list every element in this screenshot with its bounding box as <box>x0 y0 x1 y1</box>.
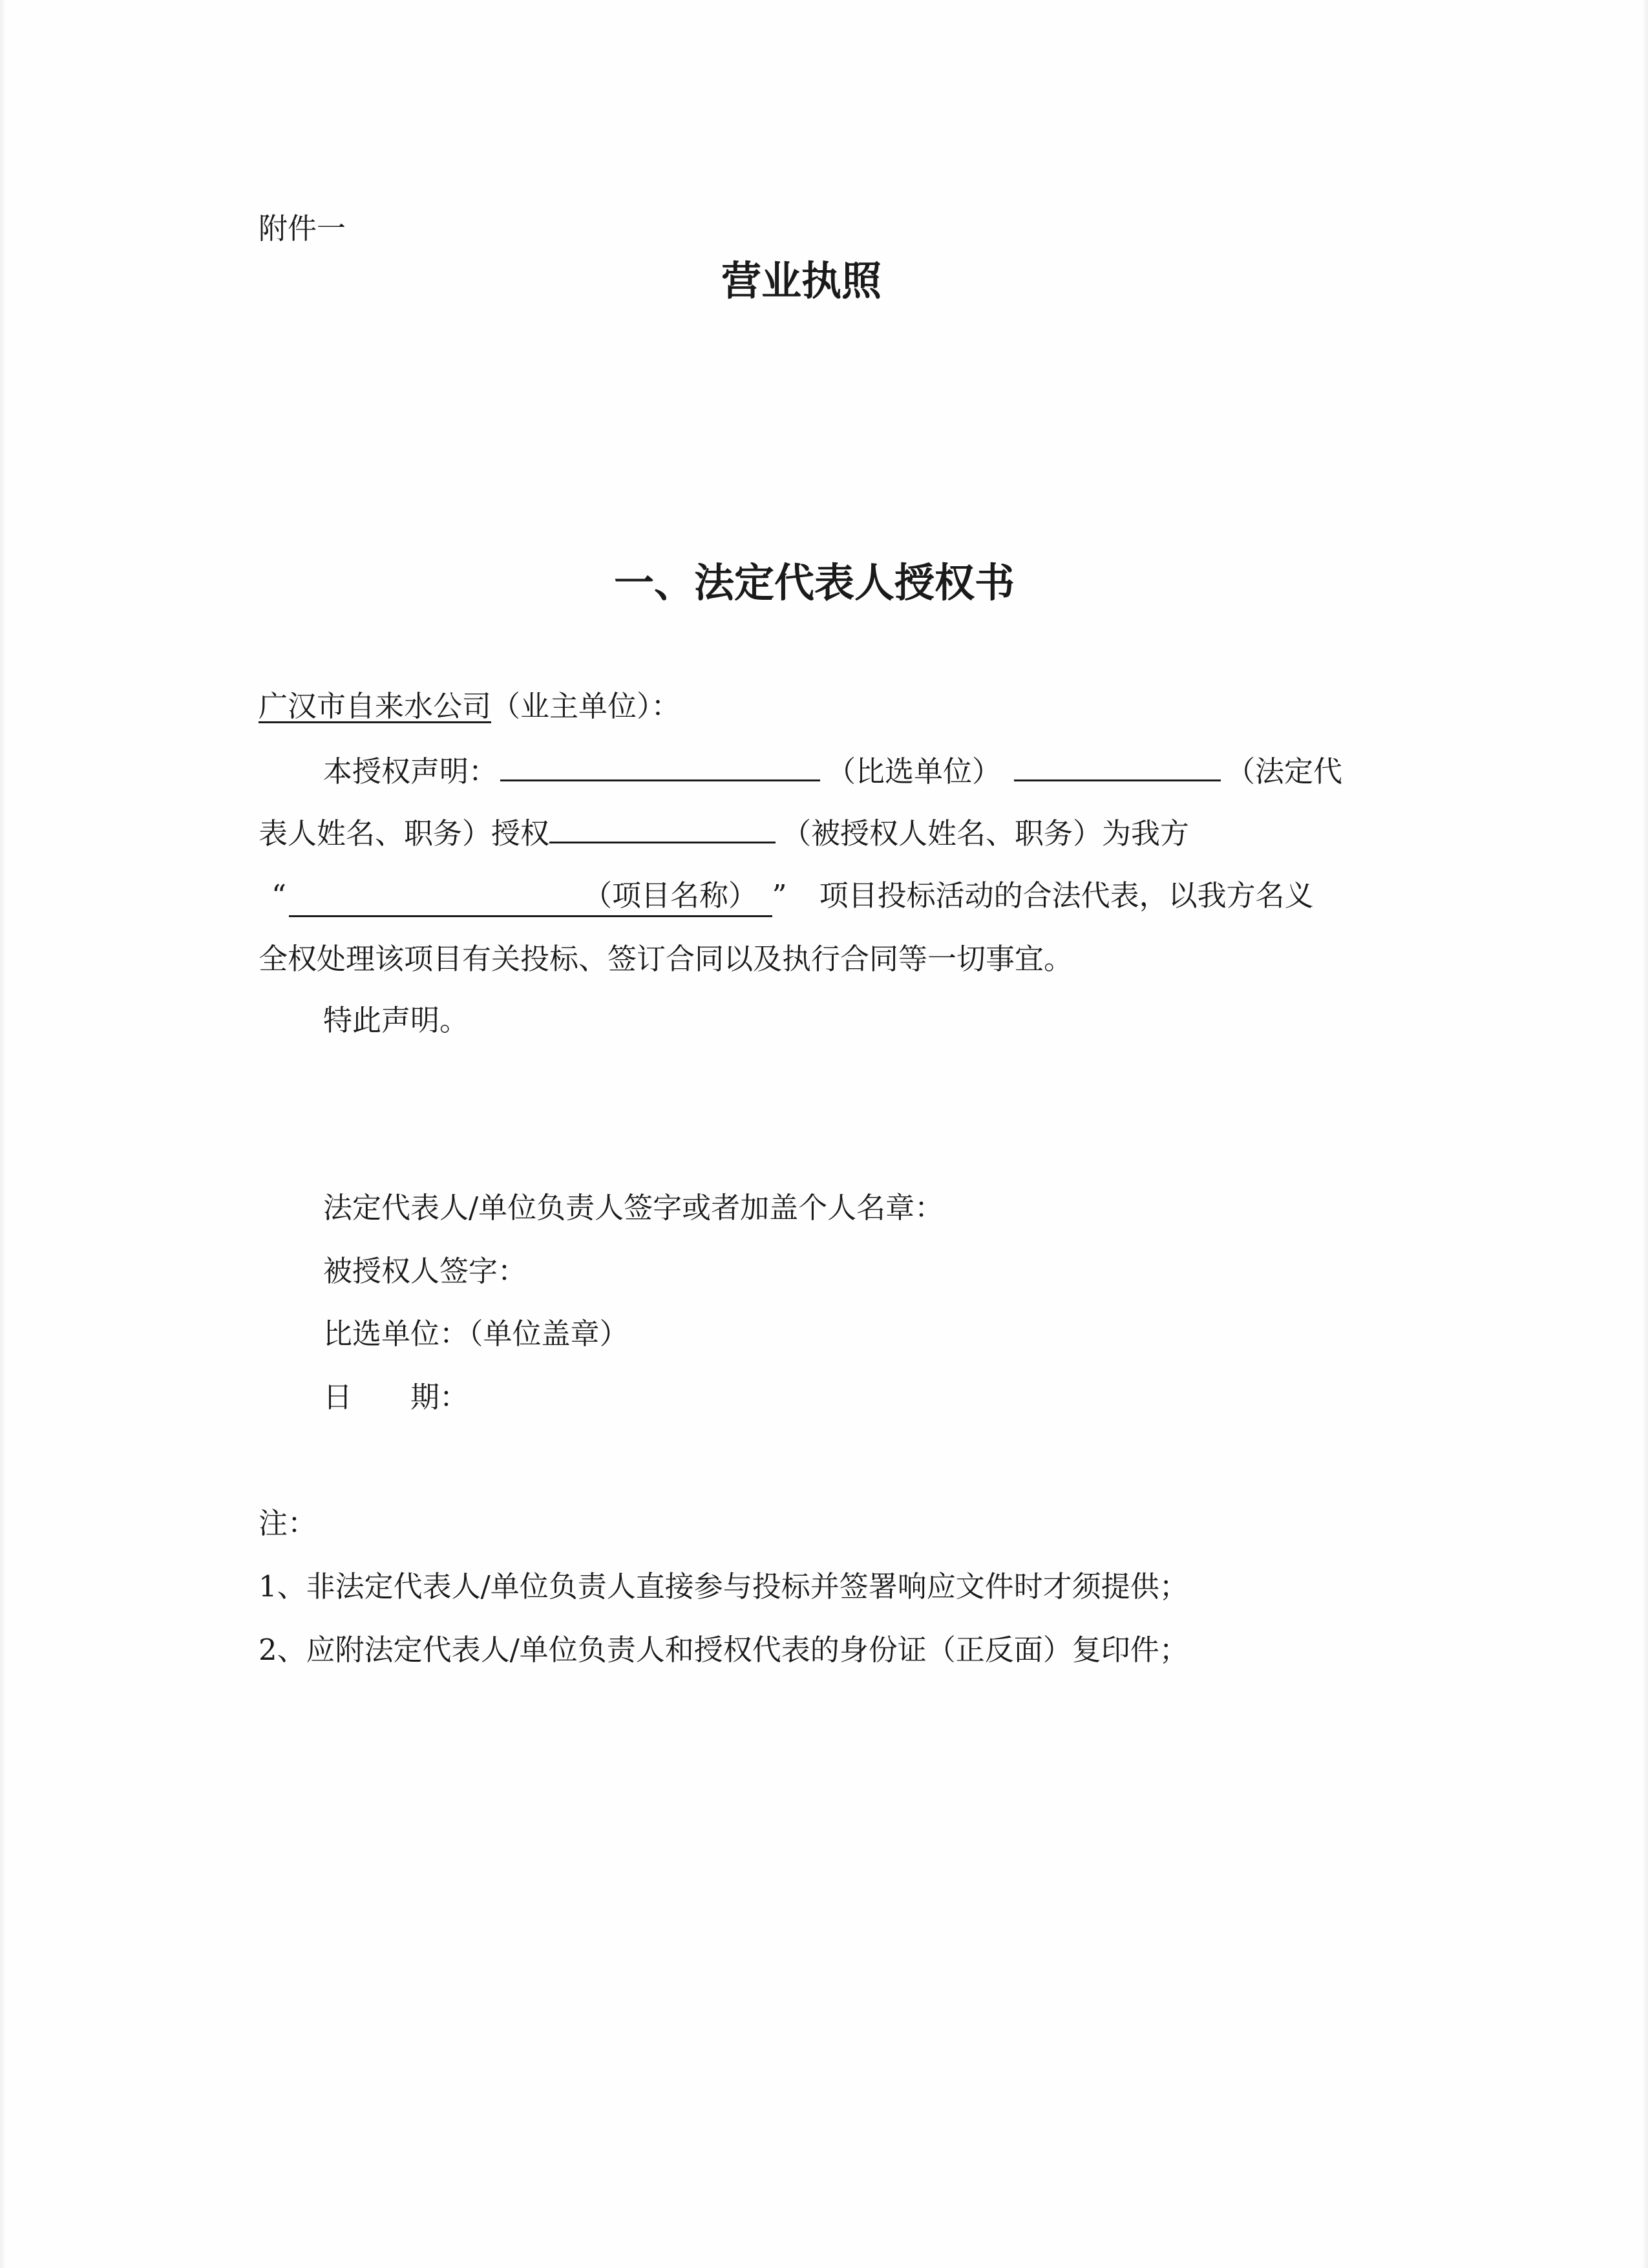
attachment-label: 附件一 <box>259 211 346 246</box>
notes-label: 注： <box>259 1506 317 1540</box>
legal-rep-signature-field: 法定代表人/单位负责人签字或者加盖个人名章： <box>323 1191 944 1225</box>
date-field: 日 期： <box>323 1380 469 1414</box>
statement-prefix: 本授权声明： <box>323 754 498 789</box>
note-item-1: 1、非法定代表人/单位负责人直接参与投标并签署响应文件时才须提供； <box>259 1569 1188 1604</box>
project-name-label: （项目名称） <box>583 878 743 913</box>
bidder-unit-label: （比选单位） <box>827 754 1002 789</box>
statement-line-4: 全权处理该项目有关投标、签订合同以及执行合同等一切事宜。 <box>259 942 1073 976</box>
statement-line-3-suffix: 项目投标活动的合法代表，以我方名义 <box>819 878 1314 913</box>
open-quote: “ <box>271 878 287 913</box>
statement-line-2 <box>259 813 1189 853</box>
project-name-blank <box>289 876 772 917</box>
addressee-line <box>259 687 681 726</box>
legal-rep-name-blank <box>1014 751 1221 781</box>
statement-line-1 <box>323 751 1342 791</box>
authorized-person-blank <box>549 813 776 843</box>
statement-line-3 <box>259 876 1314 917</box>
statement-closing: 特此声明。 <box>323 1003 469 1037</box>
unit-seal-field: 比选单位：（单位盖章） <box>323 1317 629 1351</box>
note-item-2: 2、应附法定代表人/单位负责人和授权代表的身份证（正反面）复印件； <box>259 1633 1188 1667</box>
scan-edge-left <box>0 0 6 2268</box>
addressee-name: 广汉市自来水公司 <box>259 689 492 723</box>
scan-edge-right <box>1642 0 1648 2268</box>
legal-rep-label-end: 表人姓名、职务）授权 <box>259 816 550 851</box>
section-title: 营业执照 <box>721 257 882 304</box>
bidder-unit-blank <box>500 751 820 781</box>
authorized-signature-field: 被授权人签字： <box>323 1254 527 1288</box>
legal-rep-label-start: （法定代 <box>1226 754 1343 789</box>
close-quote: ” <box>772 878 787 913</box>
authorized-person-label: （被授权人姓名、职务）为我方 <box>782 816 1190 851</box>
form-title: 一、法定代表人授权书 <box>613 559 1015 606</box>
addressee-suffix: （业主单位）： <box>491 689 681 723</box>
